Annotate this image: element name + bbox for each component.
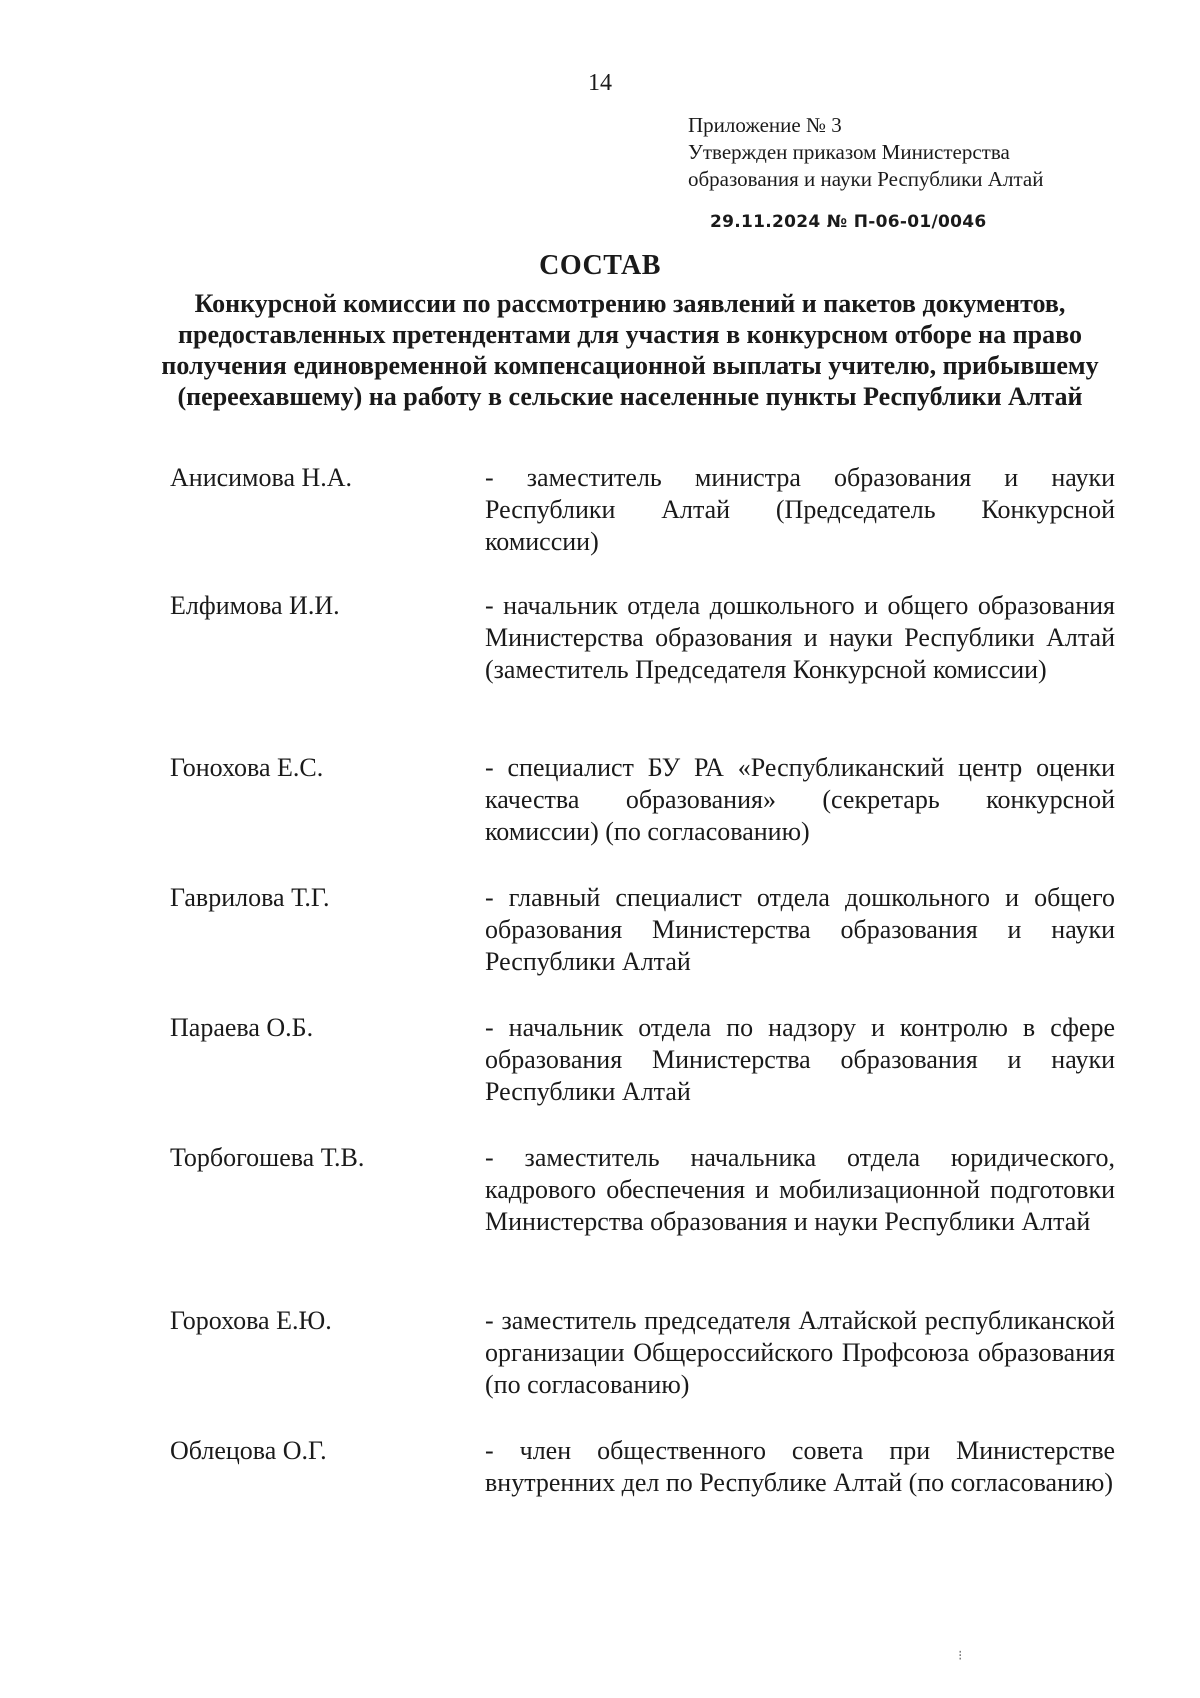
document-title: СОСТАВ — [539, 250, 661, 281]
approval-line-ministry: образования и науки Республики Алтай — [688, 167, 1044, 191]
member-name: Анисимова Н.А. — [170, 463, 353, 492]
member-name: Гаврилова Т.Г. — [170, 883, 330, 912]
member-name: Горохова Е.Ю. — [170, 1306, 332, 1335]
document-subtitle: Конкурсной комиссии по рассмотрению заявлений и пакетов документов, предоставленных претендентами для участия в конкурсном отборе на право получения единовременной компенсационной выплаты учителю, прибывшему (переехавшему) на работу в сельские населенные пункты Республики Алтай — [161, 289, 1099, 411]
member-role: - главный специалист отдела дошкольного и общего образования Министерства образования и науки Республики Алтай — [485, 883, 1115, 976]
member-role: - заместитель начальника отдела юридического, кадрового обеспечения и мобилизационной подготовки Министерства образования и науки Республики Алтай — [485, 1143, 1115, 1236]
approval-line-approved: Утвержден приказом Министерства — [688, 140, 1010, 164]
member-name: Параева О.Б. — [170, 1013, 314, 1042]
approval-line-annex: Приложение № 3 — [688, 113, 842, 137]
member-role: - заместитель председателя Алтайской республиканской организации Общероссийского Профсоюза образования (по согласованию) — [485, 1306, 1115, 1399]
member-role: - начальник отдела по надзору и контролю в сфере образования Министерства образования и науки Республики Алтай — [485, 1013, 1115, 1106]
member-role: - заместитель министра образования и науки Республики Алтай (Председатель Конкурсной комиссии) — [485, 463, 1115, 556]
member-name: Гонохова Е.С. — [170, 753, 324, 782]
member-name: Елфимова И.И. — [170, 591, 340, 620]
page-number: 14 — [588, 70, 612, 96]
order-date-number: 29.11.2024 № П-06-01/0046 — [710, 212, 987, 232]
member-name: Облецова О.Г. — [170, 1436, 327, 1465]
member-name: Торбогошева Т.В. — [170, 1143, 365, 1172]
scan-speck: ⁝ — [958, 1649, 963, 1664]
member-role: - начальник отдела дошкольного и общего образования Министерства образования и науки Республики Алтай (заместитель Председателя Конкурсной комиссии) — [485, 591, 1115, 684]
approval-stamp — [688, 112, 1043, 193]
member-role: - член общественного совета при Министерстве внутренних дел по Республике Алтай (по согласованию) — [485, 1436, 1115, 1497]
member-role: - специалист БУ РА «Республиканский центр оценки качества образования» (секретарь конкурсной комиссии) (по согласованию) — [485, 753, 1115, 846]
